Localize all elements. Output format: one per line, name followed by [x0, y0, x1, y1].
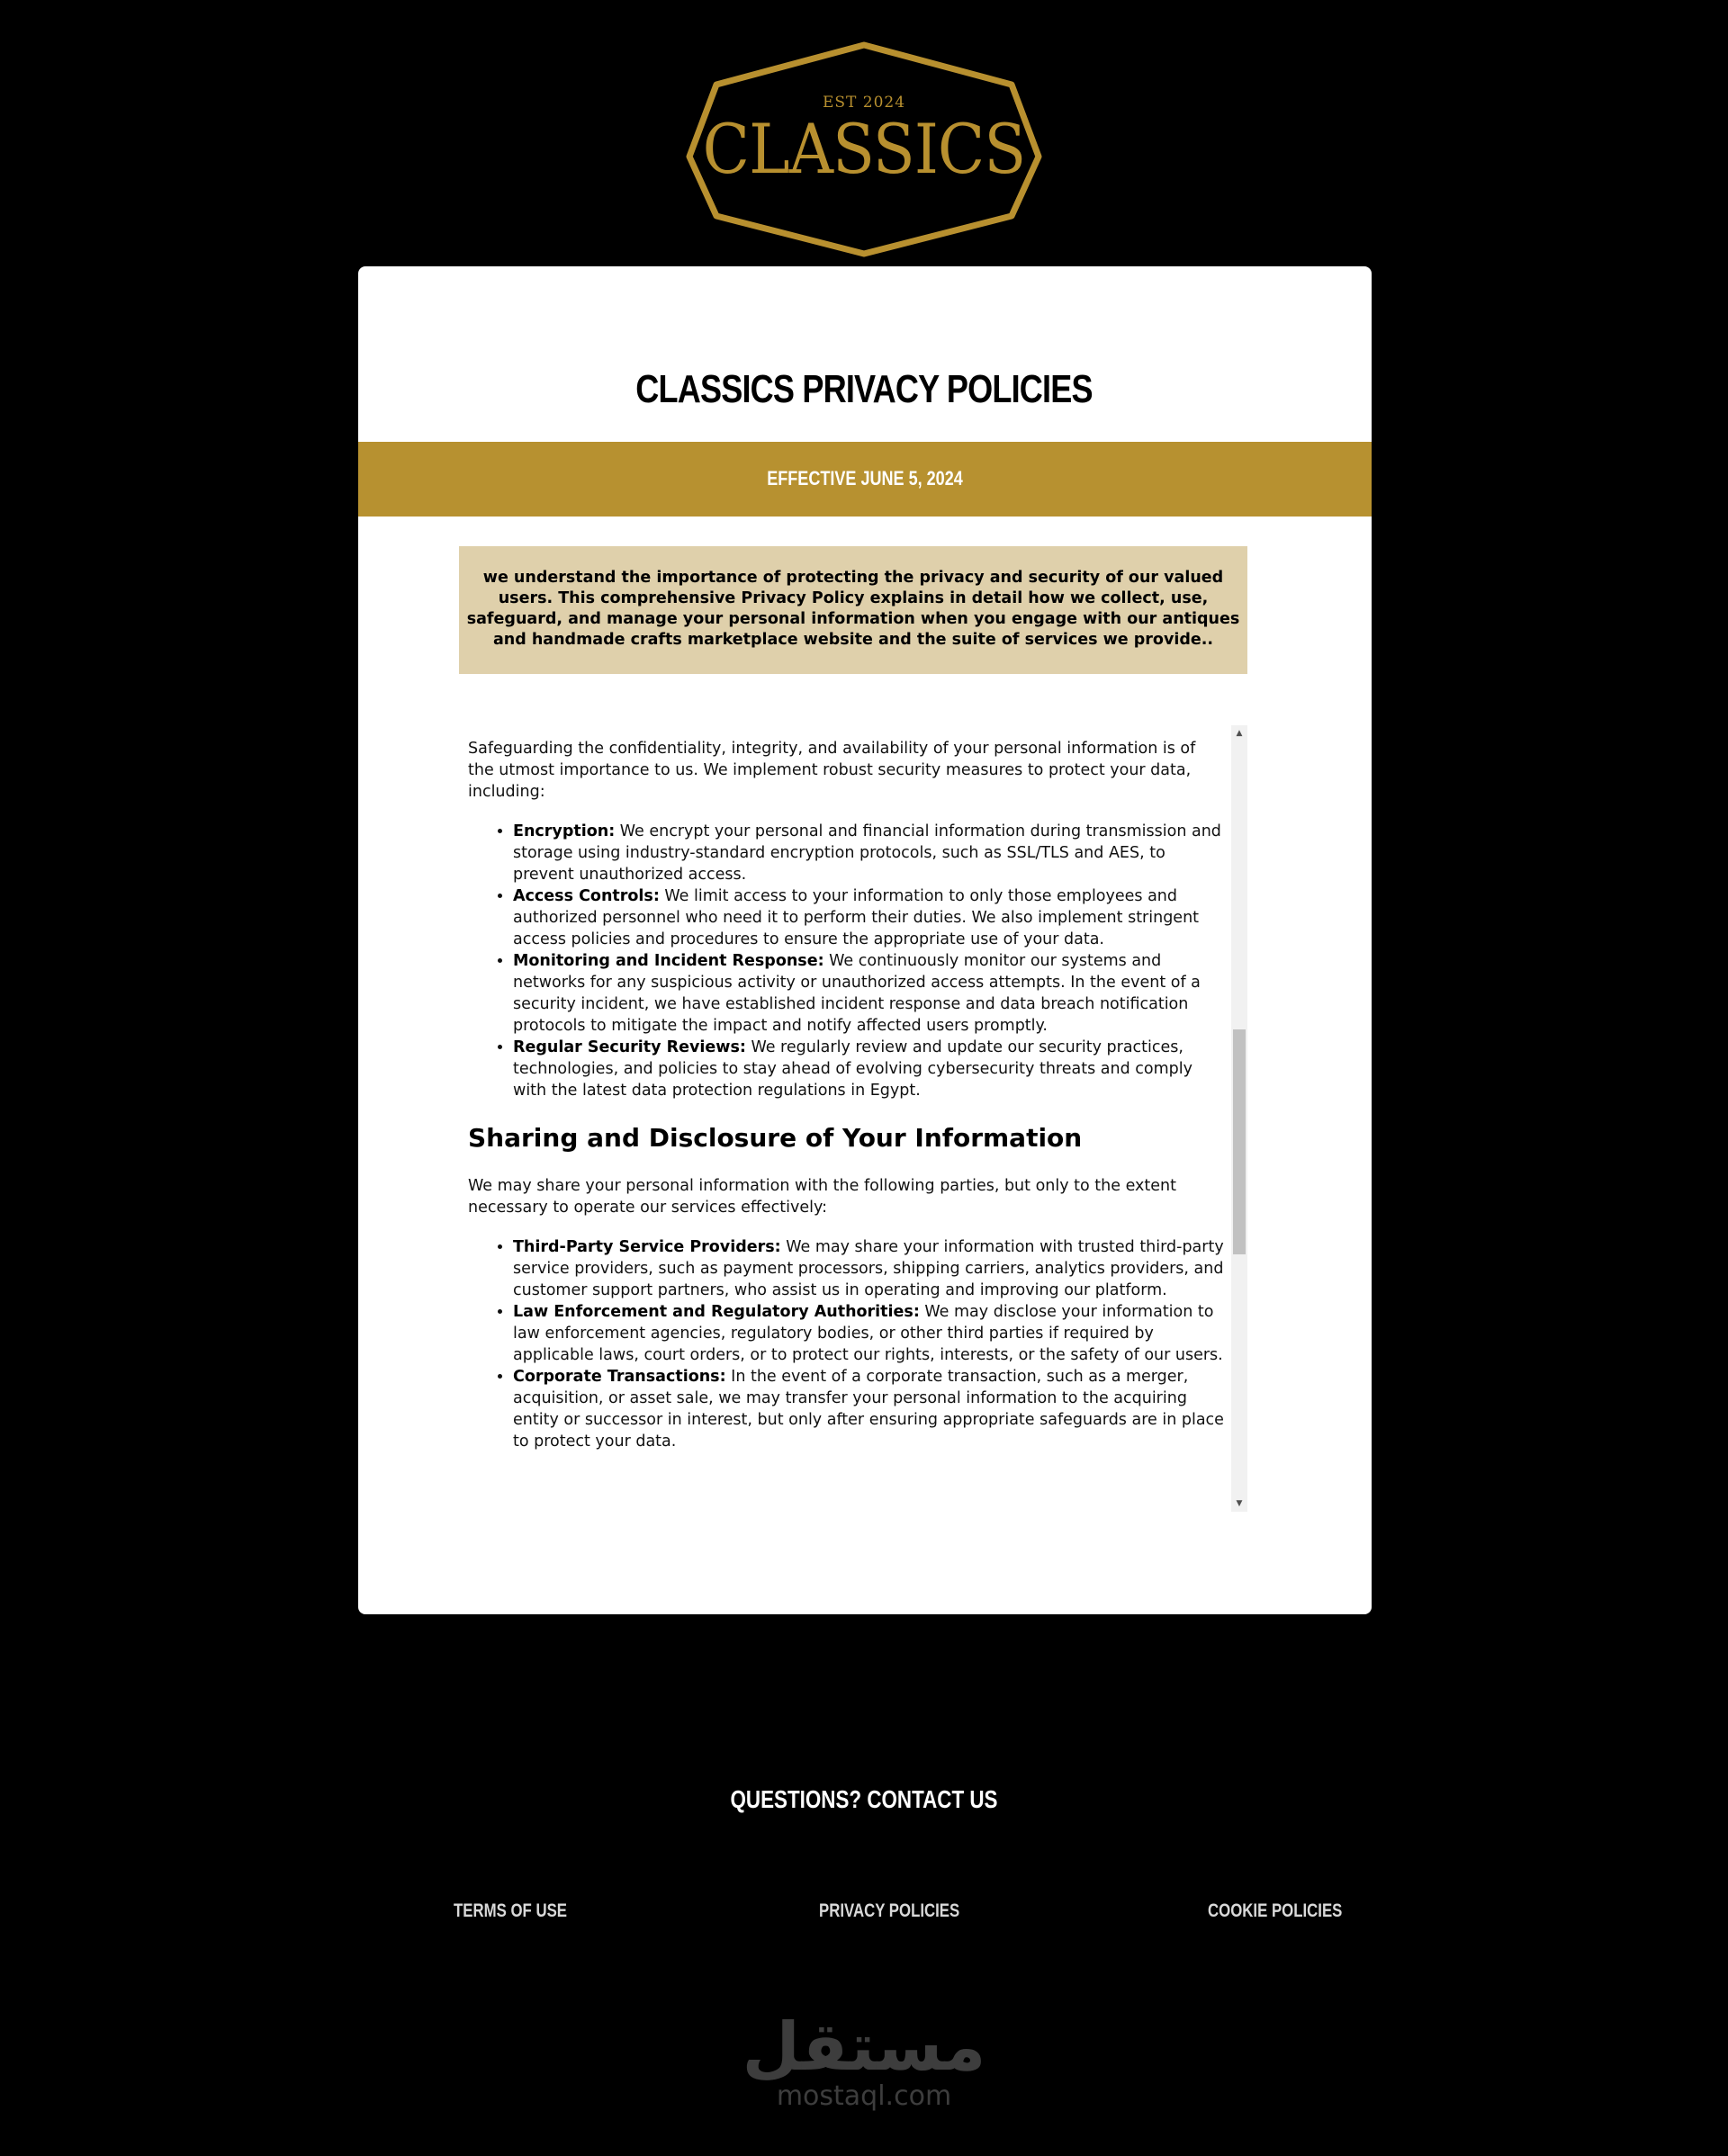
item-term: Monitoring and Incident Response:	[513, 952, 824, 970]
item-term: Regular Security Reviews:	[513, 1038, 746, 1056]
list-item	[513, 1037, 1224, 1101]
policy-scroll-box[interactable]	[459, 725, 1247, 1512]
logo-est-text: EST 2024	[822, 94, 906, 112]
item-term: Third-Party Service Providers:	[513, 1238, 781, 1256]
item-text: We may disclose your information to law enforcement agencies, regulatory bodies, or other third parties if required by applicable laws, court orders, or to protect our rights, interests, or the safety of our users.	[513, 1303, 1223, 1364]
item-text: We regularly review and update our security practices, technologies, and policies to stay ahead of evolving cybersecurity threats and comply with the latest data protection regulations in Egypt.	[513, 1038, 1192, 1100]
list-item	[513, 1301, 1224, 1366]
policy-content	[468, 738, 1224, 1474]
list-item	[513, 950, 1224, 1037]
item-text: We continuously monitor our systems and networks for any suspicious activity or unauthorized access attempts. In the event of a security incident, we have established incident response and data breach notification protocols to mitigate the impact and notify affected users promptly.	[513, 952, 1201, 1035]
logo-wordmark: CLASSICS	[702, 109, 1026, 189]
effective-date: EFFECTIVE JUNE 5, 2024	[767, 467, 963, 490]
classics-logo[interactable]	[677, 40, 1051, 259]
item-term: Access Controls:	[513, 887, 660, 905]
item-term: Corporate Transactions:	[513, 1368, 726, 1386]
item-term: Law Enforcement and Regulatory Authorities:	[513, 1303, 920, 1321]
list-item	[513, 821, 1224, 885]
effective-date-band	[358, 442, 1372, 517]
security-intro: Safeguarding the confidentiality, integrity, and availability of your personal information is of the utmost importance to us. We implement robust security measures to protect your data, including:	[468, 740, 1196, 801]
scroll-thumb[interactable]	[1233, 1029, 1246, 1254]
watermark-url: mostaql.com	[776, 2080, 952, 2112]
list-item	[513, 1366, 1224, 1452]
intro-box: we understand the importance of protecting the privacy and security of our valued users. This comprehensive Privacy Policy explains in detail how we collect, use, safeguard, and manage your personal information when you engage with our antiques and handmade crafts marketplace website and the suite of services we provide..	[459, 546, 1247, 674]
item-text: We limit access to your information to only those employees and authorized personnel who need it to perform their duties. We also implement stringent access policies and procedures to ensure the appropriate use of your data.	[513, 887, 1200, 948]
scroll-up-icon[interactable]: ▲	[1236, 729, 1243, 738]
cookie-policies-link[interactable]: COOKIE POLICIES	[1208, 1900, 1343, 1921]
sharing-intro: We may share your personal information with the following parties, but only to the extent necessary to operate our services effectively:	[468, 1177, 1176, 1217]
scrollbar[interactable]	[1231, 725, 1247, 1512]
item-text: In the event of a corporate transaction, such as a merger, acquisition, or asset sale, we may transfer your personal information to the acquiring entity or successor in interest, but only after ensuring appropriate safeguards are in place to protect your data.	[513, 1368, 1224, 1451]
security-list	[468, 821, 1224, 1101]
scroll-down-icon[interactable]: ▼	[1236, 1499, 1243, 1508]
sharing-heading: Sharing and Disclosure of Your Information	[468, 1123, 1083, 1153]
item-text: We encrypt your personal and financial information during transmission and storage using industry-standard encryption protocols, such as SSL/TLS and AES, to prevent unauthorized access.	[513, 822, 1221, 884]
list-item	[513, 885, 1224, 950]
sharing-list	[468, 1236, 1224, 1452]
item-term: Encryption:	[513, 822, 616, 840]
list-item	[513, 1236, 1224, 1301]
watermark-arabic: مستقل	[742, 2008, 986, 2086]
terms-of-use-link[interactable]: TERMS OF USE	[454, 1900, 568, 1921]
privacy-policies-link[interactable]: PRIVACY POLICIES	[819, 1900, 960, 1921]
page-title: CLASSICS PRIVACY POLICIES	[635, 367, 1093, 411]
item-text: We may share your information with trusted third-party service providers, such as payment processors, shipping carriers, analytics providers, and customer support partners, who assist us in operating and improving our platform.	[513, 1238, 1224, 1299]
contact-heading[interactable]: QUESTIONS? CONTACT US	[730, 1785, 998, 1813]
